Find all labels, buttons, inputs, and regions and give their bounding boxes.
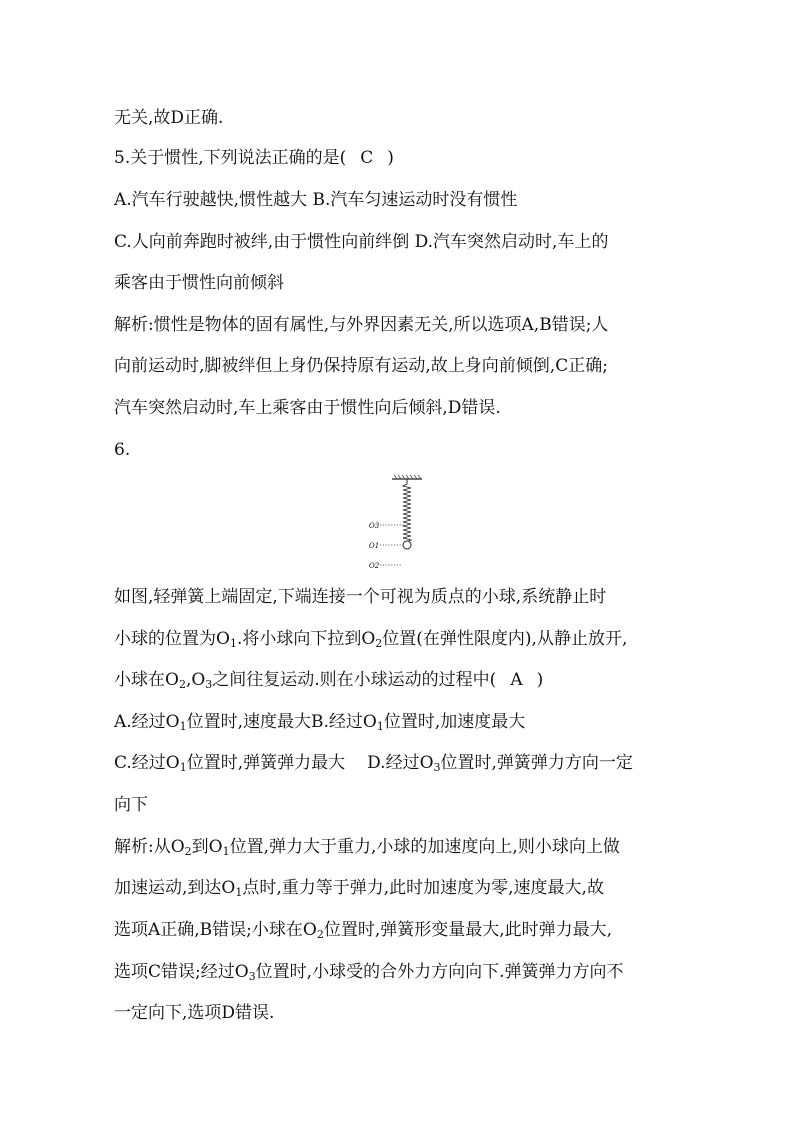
q6-options-cd: C.经过$O_1$位置时,弹簧弹力最大 D.经过$O_3$位置时,弹簧弹力方向一定 — [114, 753, 633, 774]
q5-analysis-3: 汽车突然启动时,车上乘客由于惯性向后倾斜,D错误. — [114, 398, 501, 418]
q5-analysis-2: 向前运动时,脚被绊但上身仍保持原有运动,故上身向前倾倒,C正确; — [114, 356, 608, 376]
q6-number: 6. — [114, 440, 131, 460]
q6-options-ab: A.经过$O_1$位置时,速度最大B.经过$O_1$位置时,加速度最大 — [114, 712, 526, 733]
ball — [403, 541, 411, 549]
label-o2: O2 — [369, 562, 380, 570]
q6-stem-2: 小球的位置为$O_1$.将小球向下拉到$O_2$位置(在弹性限度内),从静止放开, — [114, 629, 628, 650]
q5-options-ab: A.汽车行驶越快,惯性越大 B.汽车匀速运动时没有惯性 — [114, 190, 518, 210]
q6-analysis-1: 解析:从$O_2$到$O_1$位置,弹力大于重力,小球的加速度向上,则小球向上做 — [114, 837, 620, 858]
q6-analysis-2: 加速运动,到达$O_1$点时,重力等于弹力,此时加速度为零,速度最大,故 — [114, 878, 604, 899]
q5-analysis-1: 解析:惯性是物体的固有属性,与外界因素无关,所以选项A,B错误;人 — [114, 315, 609, 335]
spring-coil — [403, 479, 411, 542]
q6-answer: A — [510, 670, 523, 690]
q5-stem: 5.关于惯性,下列说法正确的是( C ) — [114, 148, 394, 168]
q6-stem-1: 如图,轻弹簧上端固定,下端连接一个可视为质点的小球,系统静止时 — [114, 587, 607, 607]
q6-analysis-4: 选项C错误;经过$O_3$位置时,小球受的合外力方向向下.弹簧弹力方向不 — [114, 962, 624, 983]
q5-options-cd: C.人向前奔跑时被绊,由于惯性向前绊倒 D.汽车突然启动时,车上的 — [114, 232, 609, 252]
q6-options-d-cont: 向下 — [114, 795, 148, 815]
q5-options-cd-cont: 乘客由于惯性向前倾斜 — [114, 273, 284, 293]
q5-answer: C — [360, 148, 374, 168]
label-o1: O1 — [369, 542, 380, 550]
spring-figure — [366, 474, 436, 574]
q4-analysis-tail: 无关,故D正确. — [114, 108, 224, 128]
q6-analysis-3: 选项A正确,B错误;小球在$O_2$位置时,弹簧形变量最大,此时弹力最大, — [114, 920, 613, 941]
q6-analysis-5: 一定向下,选项D错误. — [114, 1003, 275, 1023]
label-o3: O3 — [369, 522, 380, 530]
q6-stem-3: 小球在$O_2,O_3$之间往复运动.则在小球运动的过程中( A ) — [114, 670, 544, 691]
